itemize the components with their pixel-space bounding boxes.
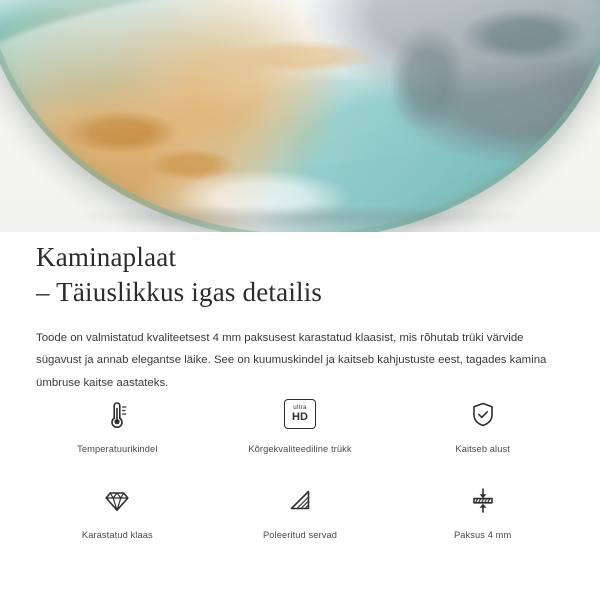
feature-tempered-glass xyxy=(26,478,209,552)
text-content xyxy=(0,232,600,405)
ultra-hd-icon xyxy=(284,392,316,436)
feature-polished-edges xyxy=(209,478,392,552)
feature-label: Temperatuurikindel xyxy=(77,444,158,454)
diamond-icon xyxy=(97,478,137,522)
description-paragraph: Toode on valmistatud kvaliteetsest 4 mm paksusest karastatud klaasist, mis rõhutab trüki värvide sügavust ja annab elegantse läike. See on kuumuskindel ja kaitseb kahjustuste eest, tagades kamina ümbruse kaitse aastateks. xyxy=(36,332,547,389)
page-title xyxy=(36,240,564,309)
feature-protects-surface xyxy=(391,392,574,466)
headline-line-2: – Täiuslikkus igas detailis xyxy=(36,276,323,307)
shield-check-icon xyxy=(463,392,503,436)
feature-thickness xyxy=(391,478,574,552)
feature-label: Karastatud klaas xyxy=(81,530,153,540)
thermometer-icon xyxy=(97,392,137,436)
feature-temperature-resistant xyxy=(26,392,209,466)
feature-label: Kõrgekvaliteediline trükk xyxy=(248,444,352,454)
headline-line-1: Kaminaplaat xyxy=(36,242,177,272)
polished-edges-icon xyxy=(280,478,320,522)
feature-grid xyxy=(0,392,600,552)
ultra-hd-badge-top: ultra xyxy=(293,403,307,411)
ultra-hd-badge-bottom: HD xyxy=(292,411,308,424)
plate-drop-shadow xyxy=(65,204,535,230)
feature-label: Kaitseb alust xyxy=(455,444,510,454)
marble-plate-graphic xyxy=(0,0,600,232)
feature-label: Poleeritud servad xyxy=(262,530,338,540)
feature-label: Paksus 4 mm xyxy=(453,530,512,540)
feature-high-quality-print xyxy=(209,392,392,466)
thickness-arrows-icon xyxy=(463,478,503,522)
hero-image xyxy=(0,0,600,232)
